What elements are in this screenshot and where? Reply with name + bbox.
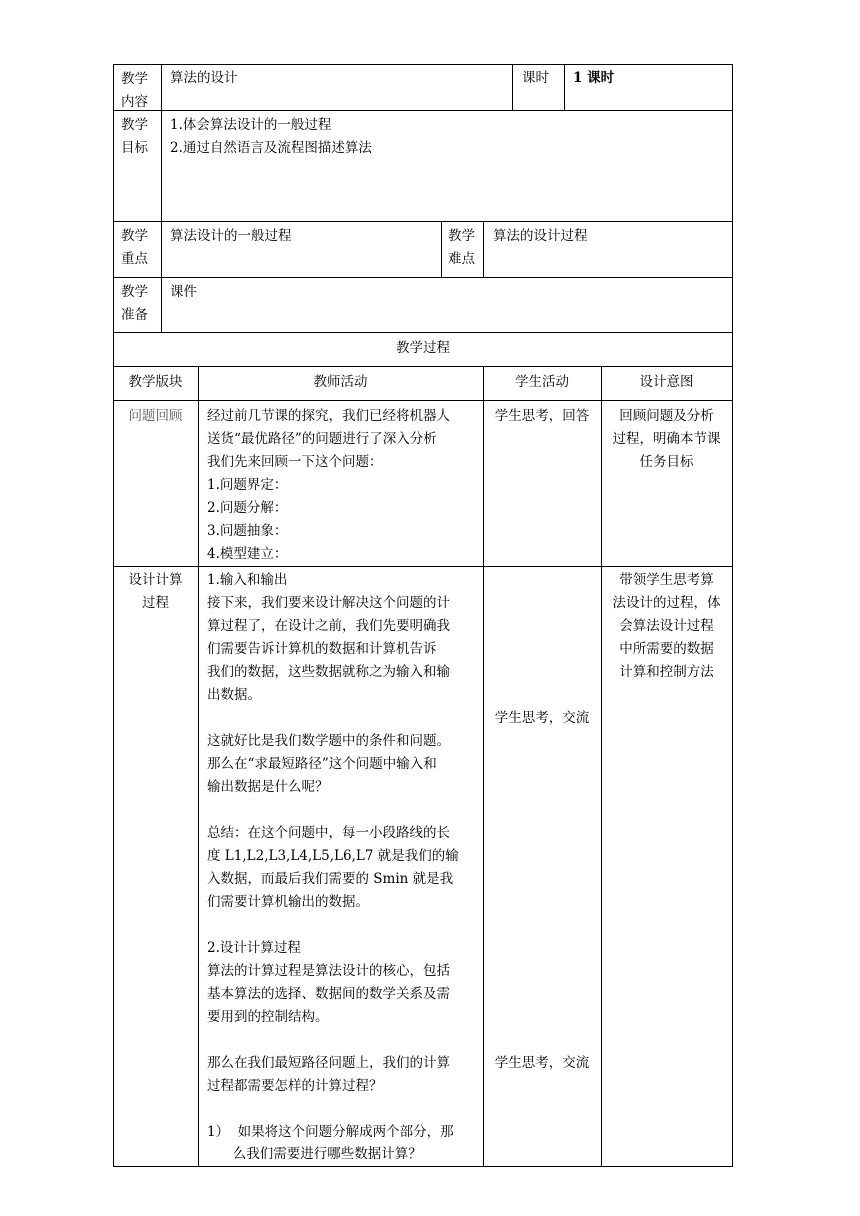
- teacher-line: 们需要计算机输出的数据。: [207, 894, 369, 910]
- teacher-line: 要用到的控制结构。: [207, 1009, 329, 1025]
- intent-line: 会算法设计过程: [619, 618, 714, 634]
- intent-line: 法设计的过程，体: [612, 595, 721, 611]
- objective-item: 2.通过自然语言及流程图描述算法: [170, 140, 372, 156]
- column-header-section: 教学版块: [128, 374, 183, 390]
- teacher-line: 送货“最优路径”的问题进行了深入分析: [207, 431, 437, 447]
- column-header-student: 学生活动: [515, 374, 569, 390]
- intent-line: 回顾问题及分析: [619, 408, 714, 424]
- teacher-line: 2.设计计算过程: [207, 940, 301, 956]
- content-value: 算法的设计: [170, 70, 238, 86]
- objective-item: 1.体会算法设计的一般过程: [170, 117, 332, 133]
- teacher-line: 2.问题分解：: [207, 500, 288, 516]
- teacher-line: 出数据。: [207, 687, 261, 703]
- process-title: 教学过程: [396, 340, 450, 356]
- teacher-line: 1.输入和输出: [207, 572, 288, 588]
- intent-line: 中所需要的数据: [619, 641, 714, 657]
- teacher-line: 经过前几节课的探究，我们已经将机器人: [207, 408, 450, 424]
- section-review: 问题回顾: [128, 408, 183, 424]
- content-label: 教学 内容: [121, 71, 148, 110]
- teacher-line: 入数据，而最后我们需要的 Smin 就是我: [207, 871, 454, 887]
- teacher-line: 我们的数据，这些数据就称之为输入和输: [207, 664, 450, 680]
- teacher-line: 总结：在这个问题中，每一小段路线的长: [207, 825, 450, 841]
- teacher-line: 这就好比是我们数学题中的条件和问题。: [207, 733, 450, 749]
- teacher-line: 4.模型建立：: [207, 546, 288, 562]
- teacher-line: 3.问题抽象：: [207, 523, 288, 539]
- teacher-line: 算法的计算过程是算法设计的核心，包括: [207, 963, 450, 979]
- column-header-teacher: 教师活动: [313, 374, 368, 390]
- teacher-line: 1.问题界定：: [207, 477, 288, 493]
- teacher-line: 基本算法的选择、数据间的数学关系及需: [207, 986, 450, 1002]
- teacher-line: 那么在“求最短路径”这个问题中输入和: [207, 756, 437, 772]
- student-activity-design-2: 学生思考，交流: [494, 1055, 590, 1071]
- intent-line: 计算和控制方法: [619, 664, 714, 680]
- student-activity-design-1: 学生思考，交流: [494, 710, 590, 726]
- teacher-line: 那么在我们最短路径问题上，我们的计算: [207, 1055, 450, 1071]
- period-value: 1 课时: [573, 70, 615, 86]
- period-label: 课时: [522, 70, 549, 86]
- teacher-line: 接下来，我们要来设计解决这个问题的计: [207, 595, 450, 611]
- intent-line: 过程，明确本节课: [612, 431, 721, 447]
- section-line: 过程: [142, 595, 169, 611]
- teacher-line: 么我们需要进行哪些数据计算？: [207, 1146, 422, 1162]
- preparation-value: 课件: [170, 284, 197, 300]
- key-points-label: 教学 重点: [121, 228, 148, 267]
- intent-line: 任务目标: [639, 454, 694, 470]
- teacher-line: 我们先来回顾一下这个问题：: [207, 454, 383, 470]
- preparation-label: 教学 准备: [121, 284, 148, 323]
- teacher-line: 1） 如果将这个问题分解成两个部分，那: [207, 1124, 454, 1140]
- teacher-line: 输出数据是什么呢？: [207, 779, 329, 795]
- teacher-line: 算过程了，在设计之前，我们先要明确我: [207, 618, 450, 634]
- column-header-intent: 设计意图: [639, 374, 694, 390]
- teacher-line: 过程都需要怎样的计算过程？: [207, 1078, 383, 1094]
- objectives-label: 教学 目标: [121, 117, 148, 156]
- section-line: 设计计算: [128, 572, 183, 588]
- teacher-line: 们需要告诉计算机的数据和计算机告诉: [207, 641, 437, 657]
- difficulty-value: 算法的设计过程: [493, 228, 588, 244]
- key-points-value: 算法设计的一般过程: [170, 228, 292, 244]
- student-activity-review: 学生思考，回答: [494, 408, 590, 424]
- teacher-line: 度 L1,L2,L3,L4,L5,L6,L7 就是我们的输: [207, 848, 459, 864]
- difficulty-label: 教学 难点: [448, 228, 475, 267]
- intent-line: 带领学生思考算: [619, 572, 714, 588]
